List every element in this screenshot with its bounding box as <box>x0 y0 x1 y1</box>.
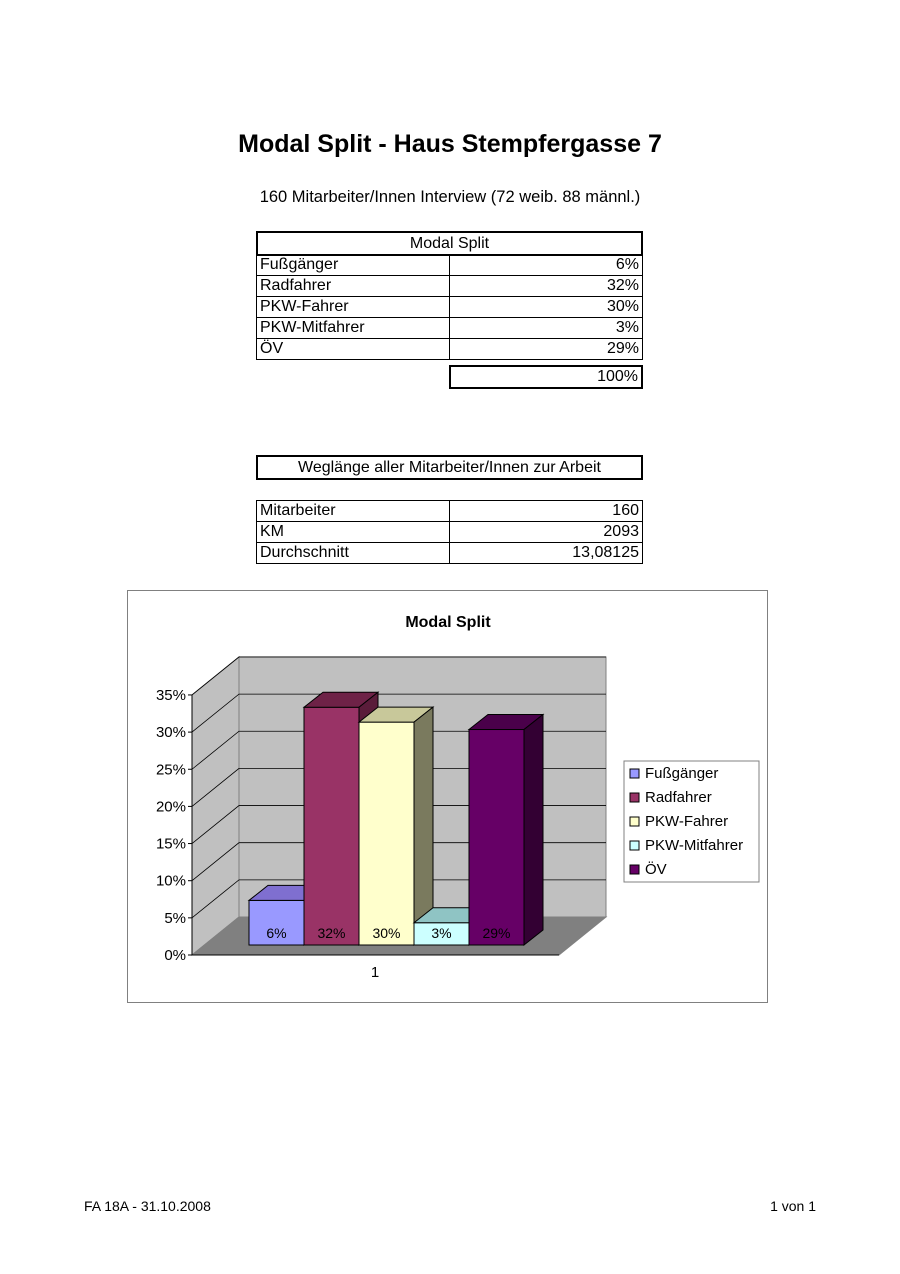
modal-table-label: PKW-Fahrer <box>257 297 450 318</box>
footer-right: 1 von 1 <box>770 1198 816 1214</box>
chart-legend-label: PKW-Mitfahrer <box>645 837 744 854</box>
modal-table-row <box>257 318 643 339</box>
chart-y-tick-label: 15% <box>155 835 186 853</box>
modal-table-value: 29% <box>450 339 643 360</box>
distance-table-header: Weglänge aller Mitarbeiter/Innen zur Arbeit <box>256 455 643 480</box>
chart-data-label: 29% <box>482 925 511 941</box>
chart-legend-swatch <box>630 841 639 850</box>
distance-table-label: KM <box>257 522 450 543</box>
modal-table-row <box>257 339 643 360</box>
modal-table-label: ÖV <box>257 339 450 360</box>
chart-legend-label: ÖV <box>645 861 667 878</box>
chart-y-tick-label: 30% <box>155 724 186 742</box>
chart-data-label: 32% <box>317 925 346 941</box>
chart-bar <box>469 730 524 945</box>
distance-table-row <box>257 522 643 543</box>
chart-bar-side <box>524 715 543 945</box>
chart-legend-swatch <box>630 865 639 874</box>
page-subtitle: 160 Mitarbeiter/Innen Interview (72 weib. 88 männl.) <box>259 188 641 206</box>
distance-table-row <box>257 543 643 564</box>
chart-bar <box>359 722 414 945</box>
distance-table-label: Mitarbeiter <box>257 501 450 522</box>
chart-bar-side <box>414 707 433 945</box>
modal-table-value: 6% <box>450 255 643 276</box>
chart-data-label: 6% <box>266 925 287 941</box>
chart-legend-swatch <box>630 817 639 826</box>
modal-table <box>256 254 643 360</box>
distance-table-row <box>257 501 643 522</box>
distance-table-value: 160 <box>450 501 643 522</box>
chart-legend-label: Radfahrer <box>645 789 712 806</box>
chart-y-tick-label: 5% <box>164 909 186 927</box>
footer-left: FA 18A - 31.10.2008 <box>84 1198 211 1214</box>
page-title: Modal Split - Haus Stempfergasse 7 <box>238 130 662 158</box>
chart-bar <box>304 707 359 945</box>
modal-table-label: Radfahrer <box>257 276 450 297</box>
modal-table-label: Fußgänger <box>257 255 450 276</box>
modal-table-row <box>257 276 643 297</box>
chart-legend-swatch <box>630 769 639 778</box>
modal-table-row <box>257 255 643 276</box>
modal-table-header: Modal Split <box>256 231 643 256</box>
chart-x-tick-label: 1 <box>370 964 380 981</box>
modal-table-row <box>257 297 643 318</box>
chart-data-label: 30% <box>372 925 401 941</box>
modal-table-value: 32% <box>450 276 643 297</box>
modal-table-label: PKW-Mitfahrer <box>257 318 450 339</box>
distance-table <box>256 500 643 564</box>
distance-table-value: 2093 <box>450 522 643 543</box>
chart-y-tick-label: 35% <box>155 686 186 704</box>
chart-y-tick-label: 10% <box>155 872 186 890</box>
distance-table-value: 13,08125 <box>450 543 643 564</box>
chart-y-tick-label: 25% <box>155 761 186 779</box>
chart-legend-swatch <box>630 793 639 802</box>
modal-table-value: 30% <box>450 297 643 318</box>
chart-y-tick-label: 0% <box>164 947 186 964</box>
modal-split-chart <box>128 591 767 1002</box>
chart-y-tick-label: 20% <box>155 798 186 816</box>
modal-table-value: 3% <box>450 318 643 339</box>
chart-title: Modal Split <box>405 614 491 631</box>
chart-legend-label: Fußgänger <box>645 765 719 782</box>
distance-table-label: Durchschnitt <box>257 543 450 564</box>
chart-side-wall <box>192 657 239 955</box>
chart-data-label: 3% <box>431 925 452 941</box>
modal-table-total: 100% <box>449 365 643 389</box>
chart-frame <box>127 590 768 1003</box>
chart-legend-label: PKW-Fahrer <box>645 813 729 830</box>
